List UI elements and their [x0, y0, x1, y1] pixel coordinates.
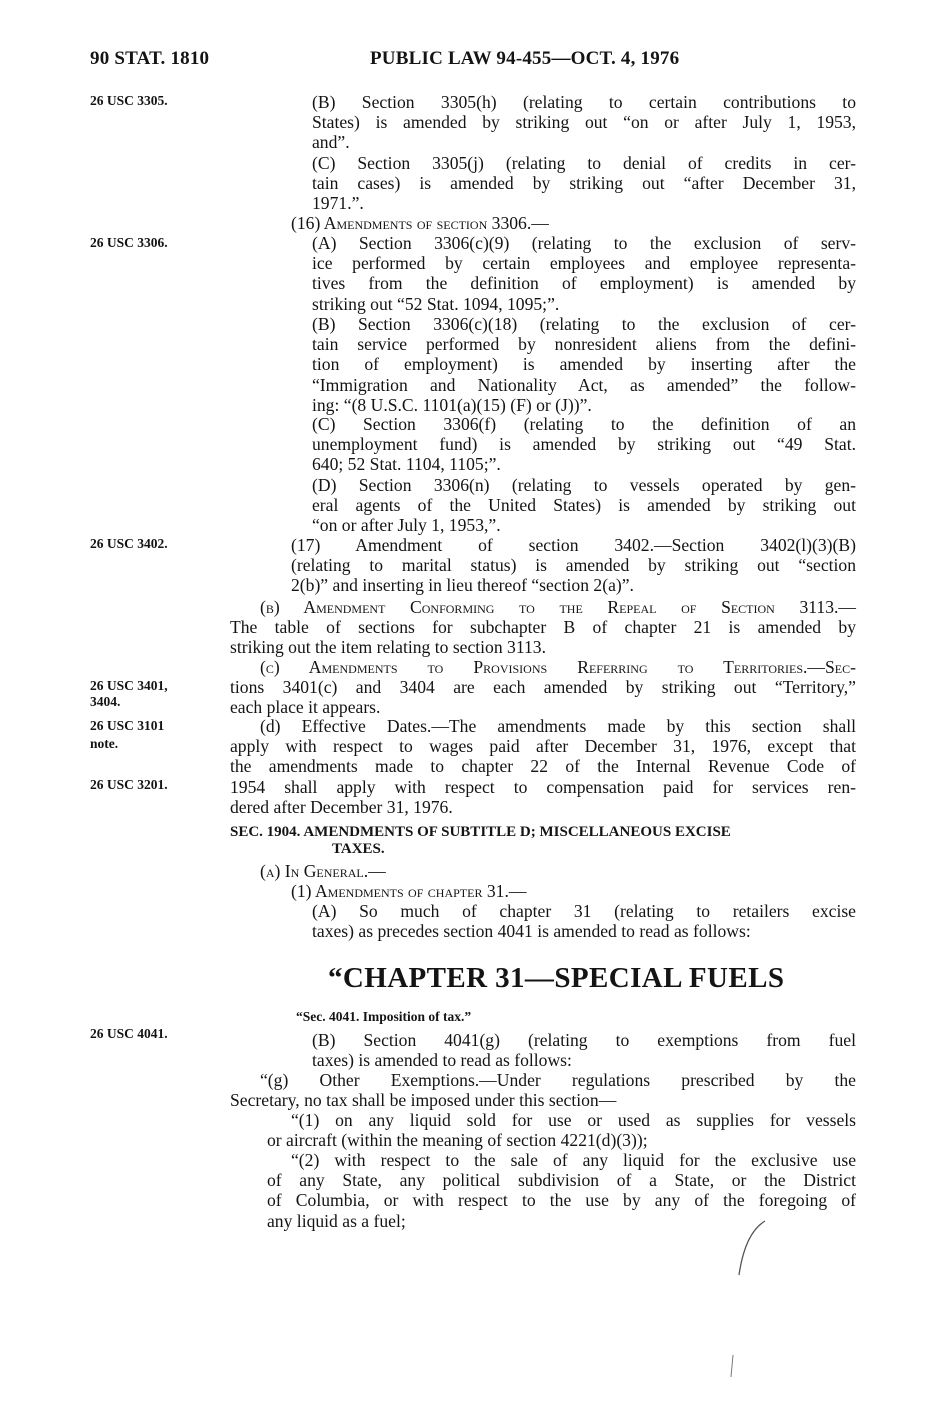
paragraph-3306f: (C) Section 3306(f) (relating to the definition of an unemployment fund) is amended by striking out “49 Stat. 640; 52 Stat. 1104, 1105;”.: [312, 414, 856, 475]
paragraph-c-territories: (c) Amendments to Provisions Referring to Territories.—Sec- tions 3401(c) and 3404 are each amended by striking out “Territory,” each place it appears.: [230, 657, 856, 718]
heading-in-general: (a) In General.—: [260, 861, 386, 881]
paragraph-3306n: (D) Section 3306(n) (relating to vessels operated by gen- eral agents of the United States) is amended by striking out “on or after July 1, 1953,”.: [312, 475, 856, 536]
heading-amendments-3306: (16) Amendments of section 3306.—: [291, 213, 549, 233]
page-stat-reference: 90 STAT. 1810: [90, 48, 210, 69]
margin-note: 26 USC 3402.: [90, 536, 168, 551]
paragraph-3306c18: (B) Section 3306(c)(18) (relating to the exclusion of cer- tain service performed by nonresident aliens from the defini- tion of employment) is amended by inserting after the “Immigration and Nationality Act, as amended” the follow- ing: “(8 U.S.C. 1101(a)(15) (F) or (J))”.: [312, 314, 856, 415]
running-header: PUBLIC LAW 94-455—OCT. 4, 1976: [370, 48, 680, 69]
margin-note: 26 USC 3305.: [90, 93, 168, 108]
paragraph-3306c9: (A) Section 3306(c)(9) (relating to the exclusion of serv- ice performed by certain employees and employee representa- tives from the definition of employment) is amended by striking out “52 Stat. 1094, 1095;”.: [312, 233, 856, 314]
paragraph-4041g: (B) Section 4041(g) (relating to exemptions from fuel taxes) is amended to read as follows:: [312, 1030, 856, 1071]
margin-note: 3404.: [90, 694, 121, 709]
paragraph-3402: (17) Amendment of section 3402.—Section 3402(l)(3)(B) (relating to marital status) is amended by striking out “section 2(b)” and inserting in lieu thereof “section 2(a)”.: [291, 535, 856, 596]
margin-note: 26 USC 3306.: [90, 235, 168, 250]
section-4041-caption: “Sec. 4041. Imposition of tax.”: [296, 1009, 472, 1024]
pen-mark: [715, 1215, 775, 1385]
paragraph-chapter-31-amended: (A) So much of chapter 31 (relating to retailers excise taxes) as precedes section 4041 is amended to read as follows:: [312, 901, 856, 942]
paragraph-exemption-1: “(1) on any liquid sold for use or used as supplies for vessels or aircraft (within the meaning of section 4221(d)(3));: [267, 1110, 856, 1151]
paragraph-b-repeal-3113: (b) Amendment Conforming to the Repeal of Section 3113.— The table of sections for subchapter B of chapter 21 is amended by striking out the item relating to section 3113.: [230, 597, 856, 658]
paragraph-3305j: (C) Section 3305(j) (relating to denial of credits in cer- tain cases) is amended by striking out “after December 31, 1971.”.: [312, 153, 856, 214]
paragraph-3305h: (B) Section 3305(h) (relating to certain contributions to States) is amended by striking out “on or after July 1, 1953, and”.: [312, 92, 856, 153]
margin-note: note.: [90, 736, 119, 751]
heading-amendments-chapter-31: (1) Amendments of chapter 31.—: [291, 881, 527, 901]
section-1904-heading: SEC. 1904. AMENDMENTS OF SUBTITLE D; MISCELLANEOUS EXCISE TAXES.: [230, 824, 731, 857]
margin-note: 26 USC 3401,: [90, 678, 168, 693]
margin-note: 26 USC 4041.: [90, 1026, 168, 1041]
chapter-31-title: “CHAPTER 31—SPECIAL FUELS: [328, 962, 785, 994]
paragraph-exemption-2: “(2) with respect to the sale of any liquid for the exclusive use of any State, any political subdivision of a State, or the District of Columbia, or with respect to the use by any of the foregoing of any liquid as a fuel;: [267, 1150, 856, 1231]
margin-note: 26 USC 3201.: [90, 777, 168, 792]
paragraph-d-effective-dates: (d) Effective Dates.—The amendments made by this section shall apply with respect to wages paid after December 31, 1976, except that the amendments made to chapter 22 of the Internal Revenue Code of 1954 shall apply with respect to compensation paid for services ren- dered after December 31, 1976.: [230, 716, 856, 817]
paragraph-other-exemptions: “(g) Other Exemptions.—Under regulations prescribed by the Secretary, no tax shall be imposed under this section—: [230, 1070, 856, 1111]
margin-note: 26 USC 3101: [90, 718, 165, 733]
